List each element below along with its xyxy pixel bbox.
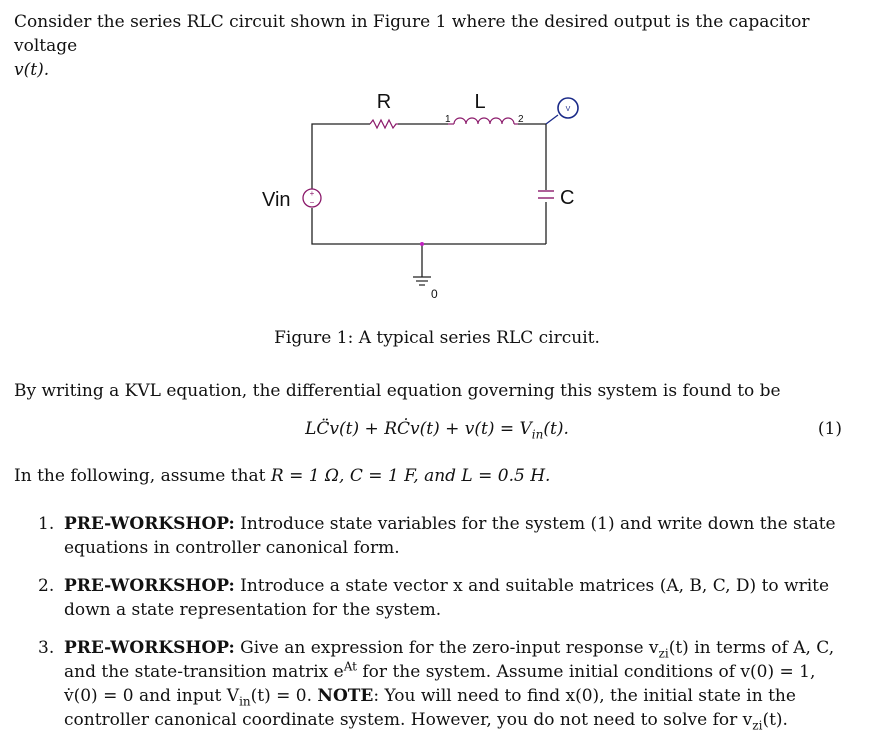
resistor-label: R — [376, 91, 392, 113]
list-item — [38, 574, 844, 622]
item-text-3: for the system. Assume initial conditions of v(0) = 1, v̇(0) = 0 and input V — [64, 662, 816, 706]
voltage-source-symbol — [303, 189, 321, 207]
list-item — [38, 512, 844, 560]
note-text: : You will need to find x(0), the initial state in the controller canonical coordinate system. However, you do not need to solve for v — [64, 686, 796, 730]
figure-caption: Figure 1: A typical series RLC circuit. — [274, 328, 600, 348]
ground-junction-dot — [420, 242, 424, 246]
assumption-prefix: In the following, assume that — [14, 466, 266, 486]
list-item — [38, 636, 844, 732]
intro-text: Consider the series RLC circuit shown in Figure 1 where the desired output is the capacitor voltage — [14, 12, 810, 56]
voltage-probe-marker — [546, 98, 578, 124]
svg-text:+: + — [309, 189, 315, 198]
kvl-paragraph: By writing a KVL equation, the differential equation governing this system is found to be — [14, 381, 781, 401]
capacitor-symbol — [538, 191, 554, 198]
differential-equation — [0, 417, 874, 441]
equation-lhs: LC̈v(t) + RĊv(t) + v(t) = V — [305, 419, 532, 439]
capacitor-label: C — [560, 187, 575, 209]
source-label: Vin — [262, 189, 291, 211]
assumption-paragraph — [14, 464, 860, 488]
subscript-zi: zi — [658, 646, 669, 661]
ground-label: 0 — [431, 287, 438, 301]
inductor-symbol — [454, 118, 514, 124]
superscript-at: At — [343, 659, 357, 674]
item-number: 1. — [38, 514, 55, 534]
item-number: 2. — [38, 576, 55, 596]
ground-symbol — [413, 277, 431, 285]
item-text-5: (t). — [762, 710, 788, 730]
equation-sub: in — [531, 427, 544, 442]
item-text: Introduce state variables for the system (1) and write down the state equations in controller canonical form. — [64, 514, 836, 558]
probe-label: V — [565, 106, 571, 113]
resistor-symbol — [370, 120, 398, 128]
item-text-2: (t) in terms of A, C, and the state-transition matrix e — [64, 638, 835, 682]
note-label: NOTE — [317, 686, 374, 706]
item-label: PRE-WORKSHOP: — [64, 638, 235, 658]
assumption-values: R = 1 Ω, C = 1 F, and L = 0.5 H. — [270, 466, 551, 486]
item-number: 3. — [38, 638, 55, 658]
subscript-zi-2: zi — [752, 718, 763, 733]
subscript-in: in — [239, 694, 251, 709]
wire-bottom — [312, 208, 546, 244]
equation-rhs: (t). — [543, 419, 569, 439]
svg-text:−: − — [309, 198, 315, 207]
item-text: Give an expression for the zero-input response v — [240, 638, 659, 658]
workshop-list — [38, 512, 844, 746]
intro-paragraph — [14, 10, 860, 82]
wire-top-left — [312, 124, 370, 189]
item-text-4: (t) = 0. — [250, 686, 313, 706]
item-label: PRE-WORKSHOP: — [64, 514, 235, 534]
inductor-label: L — [474, 91, 486, 113]
intro-variable: v(t). — [14, 60, 50, 80]
node2-label: 2 — [518, 114, 524, 125]
item-label: PRE-WORKSHOP: — [64, 576, 235, 596]
node1-label: 1 — [445, 114, 451, 125]
item-text: Introduce a state vector x and suitable matrices (A, B, C, D) to write down a state representation for the system. — [64, 576, 830, 620]
rlc-circuit-figure — [240, 82, 640, 312]
equation-number: (1) — [817, 419, 842, 439]
